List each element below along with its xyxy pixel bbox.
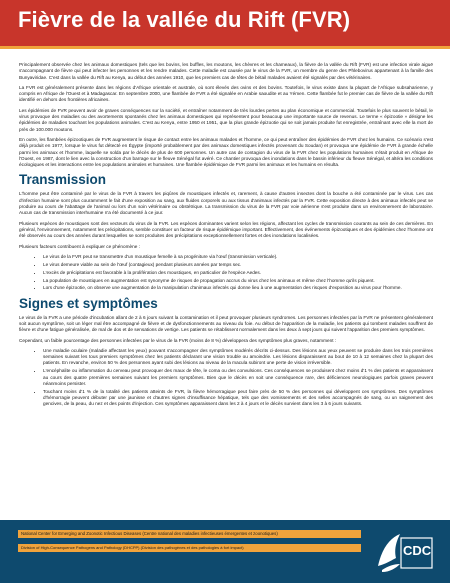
footer-center-name: National Center for Emerging and Zoonotic Infectious Diseases (Centre national des maladies infectieuses émergentes et zoonotiques) [18, 530, 361, 538]
footer-division-name: Division of High-Consequence Pathogens and Pathology (DHCPP) (Division des pathogènes et des pathologies à fort impact) [18, 544, 361, 552]
page-title: Fièvre de la vallée du Rift (FVR) [18, 7, 351, 32]
intro-paragraph: Les épidémies de FVR peuvent avoir de graves conséquences sur la société, et entraîner notamment de très lourdes pertes au plan économique et commercial. Toutefois le plus souvent le bétail, le virus provoque des maladies ou des avortements spontanés chez les animaux domestiques qui représentent pour beaucoup une importante source de revenus. Le terme « épizootie » désigne les épidémies de maladies touchant les populations animales. C'est au Kenya, entre 1950 et 1951, que la plus grande épizootie qui se soit jamais produite fut enregistrée, entraînant avec elle la mort de près de 100.000 moutons. [19, 107, 433, 132]
transmission-paragraph: L'homme peut être contaminé par le virus de la FVR à travers les piqûres de moustiques infectés et, rarement, à cause d'autres insectes dont la bouche a été contaminée par le virus. Les cas d'infection humaine sont plus couramment le fait d'une exposition au sang, aux fluides corporels ou aux tissus d'animaux infectés par la FVR. Cette exposition directe à des animaux infectés peut se produire au cours de l'abattage de l'animal ou lors d'un soin vétérinaire ou obstétrique. La transmission du virus de la FVR par voie aérienne s'est produite dans un environnement de laboratoire. Aucun cas de transmission interhumaine n'a été documenté à ce jour. [19, 191, 433, 216]
intro-paragraph: La FVR est généralement présente dans les régions d'Afrique orientale et australe, où sont élevés des ovins et des bovins. Toutefois, le virus existe dans la plupart de l'Afrique subsaharienne, y compris en Afrique de l'Ouest et à Madagascar. En septembre 2000, une flambée de FVR a été signalée en Arabie saoudite et au Yémen. Cette flambée fut le premier cas de fièvre de la vallée du Rift identifié en dehors des frontières africaines. [19, 84, 433, 103]
list-item: • Le virus de la FVR peut se transmettre d'un moustique femelle à sa progéniture via l'œuf (transmission verticale). [43, 254, 433, 260]
main-content [19, 62, 433, 412]
intro-paragraph: Principalement observée chez les animaux domestiques (tels que les bovins, les buffles, les moutons, les chèvres et les chameaux), la fièvre de la vallée du Rift (FVR) est une infection virale aiguë s'accompagnant de fièvre qui peut infecter les personnes et les rendre malades. Cette maladie est causée par le virus de la FVR, un membre du genre des Phlebovirus appartenant à la famille des Bunyaviridae. C'est dans la vallée du Rift au Kenya, au début des années 1910, que les premiers cas de têtes de bétail malades avaient été signalés par des vétérinaires. [19, 62, 433, 80]
transmission-paragraph: Plusieurs facteurs contribuent à expliquer ce phénomène : [19, 243, 140, 249]
title-bar [0, 0, 450, 49]
list-item: • Lors d'une épizootie, on observe une augmentation de la manipulation d'animaux infectés qui donne lieu à une augmentation des risques d'exposition au virus pour l'homme. [43, 285, 433, 291]
footer [0, 520, 450, 583]
symptoms-paragraph: Cependant, un faible pourcentage des personnes infectées par le virus de la FVR (moins de 8 %) développera des symptômes plus graves, notamment : [19, 337, 337, 343]
cdc-logo [372, 526, 434, 578]
transmission-heading: Transmission [19, 172, 107, 188]
list-item: • Le virus demeure viable au sein de l'œuf (contagieux) pendant plusieurs années par temps sec. [43, 262, 433, 268]
symptoms-paragraph: Le virus de la FVR a une période d'incubation allant de 2 à 6 jours suivant la contamination et il peut provoquer plusieurs syndromes. Les personnes infectées par la FVR ne présentent généralement soit aucun symptôme, soit un léger mal être accompagné de fièvre et de dysfonctionnements au niveau du foie. Au début de l'apparition de la maladie, les patients qui tombent malades souffrent de fièvre et d'une fatigue généralisée, de mal de dos et de sensations de vertige. Les patients se rétablissent normalement dans les deux à sept jours qui suivent l'apparition des premiers symptômes. [19, 314, 433, 333]
intro-paragraph: En outre, les flambées épizootiques de FVR augmentent le risque de contact entre les animaux malades et l'homme, ce qui peut entraîner des épidémies de FVR chez les humains. Ce scénario s'est déjà produit en 1977, lorsque le virus fut détecté en Égypte (importé probablement par des animaux domestiques infectés provenant du Soudan) et provoqua une épidémie de FVR à grande échelle parmi les animaux et l'homme, laquelle se solda par le décès de plus de 600 personnes. Un autre cas de contagion du virus de la FVR chez les populations humaines s'était produit en Afrique de l'Ouest, en 1987, dont le lien avec la construction d'un barrage sur le fleuve Sénégal fut avéré. Ce chantier provoqua des inondations dans le bassin inférieur du fleuve Sénégal, et altéra les conditions écologiques et les interactions entre les populations animales et humaines. Une flambée épidémique de FVR parmi les animaux et les humains en résulta. [19, 136, 433, 168]
symptoms-heading: Signes et symptômes [19, 295, 158, 311]
cdc-logo-text: CDC [403, 543, 432, 558]
list-item: • La population de moustiques en augmentation est synonyme de risques de propagation accrus du virus chez les animaux et même chez l'homme qu'ils piquent. [43, 278, 433, 284]
list-item: • Touchant moins d'1 % de la totalité des patients atteints de FVR, la fièvre hémorragique peut faire près de 50 % des personnes qui développent ces symptômes. Des symptômes d'hémorragie peuvent débuter par une jaunisse et d'autres signes d'insuffisance hépatique, tels que des vomissements et des selles accompagnés de sang, ou un saignement des gencives, de la peau, du nez et des points d'injection. Ces symptômes apparaissent dans les 2 à 4 jours et le décès survient dans les 3 à 6 jours suivants. [43, 389, 433, 408]
list-item: • L'excès de précipitations est favorable à la prolifération des moustiques, en particulier de l'espèce Aedes. [43, 270, 433, 276]
severe-symptoms-list [19, 348, 433, 408]
list-item: • L'encéphalite ou inflammation du cerveau peut provoquer des maux de tête, le coma ou des convulsions. Ces conséquences se produisent chez moins d'1 % des patients et apparaissent au cours des quatre premières semaines suivant les premiers symptômes. Bien que le décès en soit une conséquence rare, des déficiences neurologiques parfois graves peuvent néanmoins persister. [43, 368, 433, 387]
transmission-paragraph: Plusieurs espèces de moustiques sont des vecteurs du virus de la FVR. Les espèces dominantes varient selon les régions, affectant les cycles de transmission courants au sein de ces dernières. En général, l'environnement, notamment les précipitations, semble constituer un facteur de risque épidémique important. Effectivement, des événements épizootiques et des épidémies chez l'homme ont été observés au cours des années durant lesquelles se sont produites des précipitations exceptionnellement fortes et des inondations localisées. [19, 220, 433, 239]
transmission-factor-list [19, 254, 433, 292]
list-item: • Une maladie oculaire (maladie affectant les yeux) pouvant s'accompagner des symptômes modérés décrits ci-dessus. Des lésions aux yeux peuvent se produire dans les trois premières semaines suivant les tous premiers symptômes chez les patients déclarant une vision trouble ou amoindrie. Les lésions disparaissent au bout de 10 à 12 semaines chez la plupart des patients. En revanche, environ 50 % des personnes ayant subi des lésions au niveau de la macula subiront une perte de vision irréversible. [43, 348, 433, 367]
